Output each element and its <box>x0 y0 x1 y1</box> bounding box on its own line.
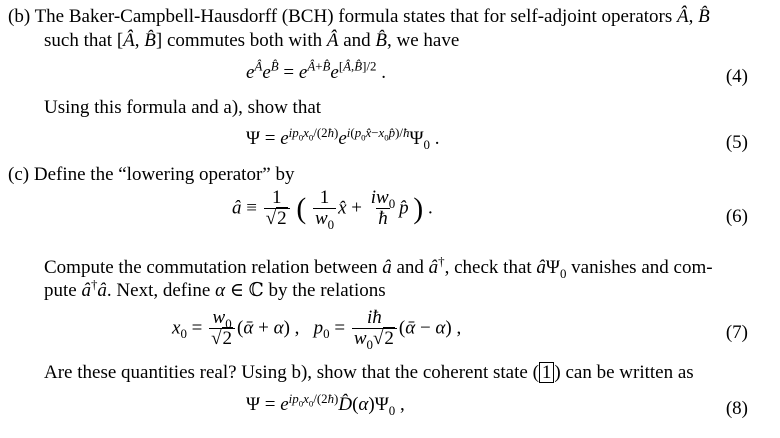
equation-4: $e^Âe^{B̂} = e^{Â+B̂}e^{[Â,B̂]/2}$ . <box>246 58 386 83</box>
part-c-text1: Define the “lowering operator” by <box>33 164 295 185</box>
part-b-line1: (b) The Baker-Campbell-Hausdorff (BCH) formula states that for self-adjoint operators Â, B̂ <box>8 6 710 27</box>
equation-7-number: (7) <box>725 322 748 343</box>
part-b-line3: Using this formula and a), show that <box>44 97 322 118</box>
equation-5: $\Psi = e^{ip_0x_0/(2ħ)}e^{i(p_0x̂-x_0p̂)/ħ}\Psi_0$ . <box>246 124 440 152</box>
part-c-line3: pute â†â. Next, define α ∈ ℂ by the relations <box>44 276 386 301</box>
part-c-line2: Compute the commutation relation between â and â†, check that $â\Psi_0$ vanishes and com- <box>44 253 713 281</box>
equation-6-number: (6) <box>725 206 748 227</box>
equation-7: $x_0$ = $\frac{w_0}{√2}$ (ᾱ + α) , $p_0$ = $\frac{iħ}{w_0√2}$ (ᾱ − α) , <box>172 307 462 352</box>
equation-8: $\Psi = e^{ip_0x_0/(2ħ)}D̂(\alpha)\Psi_0$ , <box>246 390 405 418</box>
equation-8-number: (8) <box>725 398 748 419</box>
equation-4-number: (4) <box>725 66 748 87</box>
citation-link[interactable]: 1 <box>539 362 555 383</box>
equation-5-number: (5) <box>725 132 748 153</box>
part-c-line1 <box>8 164 294 187</box>
equation-6: â ≡ $\frac{1}{√2}$ ( $\frac{1}{w_0}$ x̂ + $\frac{iw_0}{ħ}$ p̂ ) . <box>232 187 433 232</box>
part-b-label: (b) <box>8 6 31 27</box>
part-c-label: (c) <box>8 164 30 185</box>
part-c-line4: Are these quantities real? Using b), show that the coherent state ( 1 ) can be written as <box>44 362 694 383</box>
part-b-line2: such that [Â, B̂] commutes both with Â and B̂, we have <box>44 30 460 51</box>
